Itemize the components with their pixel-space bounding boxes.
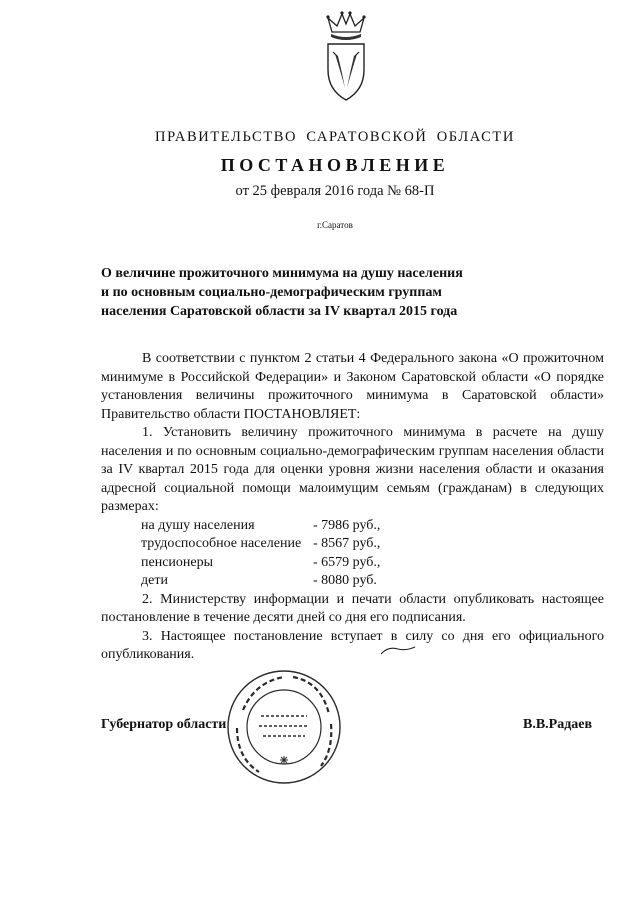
document-city: г.Саратов: [317, 220, 353, 230]
amount-value: - 7986 руб.,: [313, 517, 381, 533]
item-1-paragraph: 1. Установить величину прожиточного минимума в расчете на душу населения и по основным социально-демографическим группам населения области за IV квартал 2015 года для оценки уровня жизни населения области и оказания адресной социальной помощи малоимущим семьям (гражданам) в следующих размерах:: [101, 425, 604, 514]
government-name: ПРАВИТЕЛЬСТВО САРАТОВСКОЙ ОБЛАСТИ: [155, 129, 515, 145]
amount-value: - 8567 руб.,: [313, 536, 381, 551]
amount-value: - 8080 руб.: [313, 573, 377, 588]
document-subject: [101, 264, 521, 321]
amount-label: пенсионеры: [141, 554, 214, 570]
item-2-paragraph: 2. Министерству информации и печати области опубликовать настоящее постановление в течение десяти дней со дня его подписания.: [101, 591, 604, 625]
amount-row: [101, 517, 604, 536]
amount-row: [101, 554, 604, 573]
amount-row: [101, 535, 604, 554]
official-stamp-icon: [225, 668, 343, 786]
signatory-name: В.В.Радаев: [523, 717, 593, 732]
subject-line: и по основным социально-демографическим группам: [101, 285, 442, 300]
coat-of-arms-icon: [318, 10, 374, 102]
subject-line: О величине прожиточного минимума на душу населения: [101, 266, 463, 281]
preamble-paragraph: В соответствии с пунктом 2 статьи 4 Федерального закона «О прожиточном минимуме в Российской Федерации» и Законом Саратовской области «О порядке установления величины прожиточного минимума в Саратовской области» Правительство области ПОСТАНОВЛЯЕТ:: [101, 351, 604, 422]
amount-label: на душу населения: [141, 517, 255, 533]
document-date-number: от 25 февраля 2016 года № 68-П: [235, 183, 435, 199]
subject-line: населения Саратовской области за IV квартал 2015 года: [101, 304, 458, 319]
amount-label: трудоспособное население: [141, 536, 302, 551]
amount-value: - 6579 руб.,: [313, 554, 381, 570]
amounts-list: [101, 517, 604, 591]
document-type: ПОСТАНОВЛЕНИЕ: [220, 155, 450, 175]
handwritten-signature-icon: [380, 643, 416, 657]
item-3-paragraph: 3. Настоящее постановление вступает в силу со дня его официального опубликования.: [101, 628, 604, 662]
document-body: [101, 350, 604, 665]
amount-row: [101, 572, 604, 591]
amount-label: дети: [141, 573, 168, 588]
signatory-position: Губернатор области: [101, 717, 227, 732]
